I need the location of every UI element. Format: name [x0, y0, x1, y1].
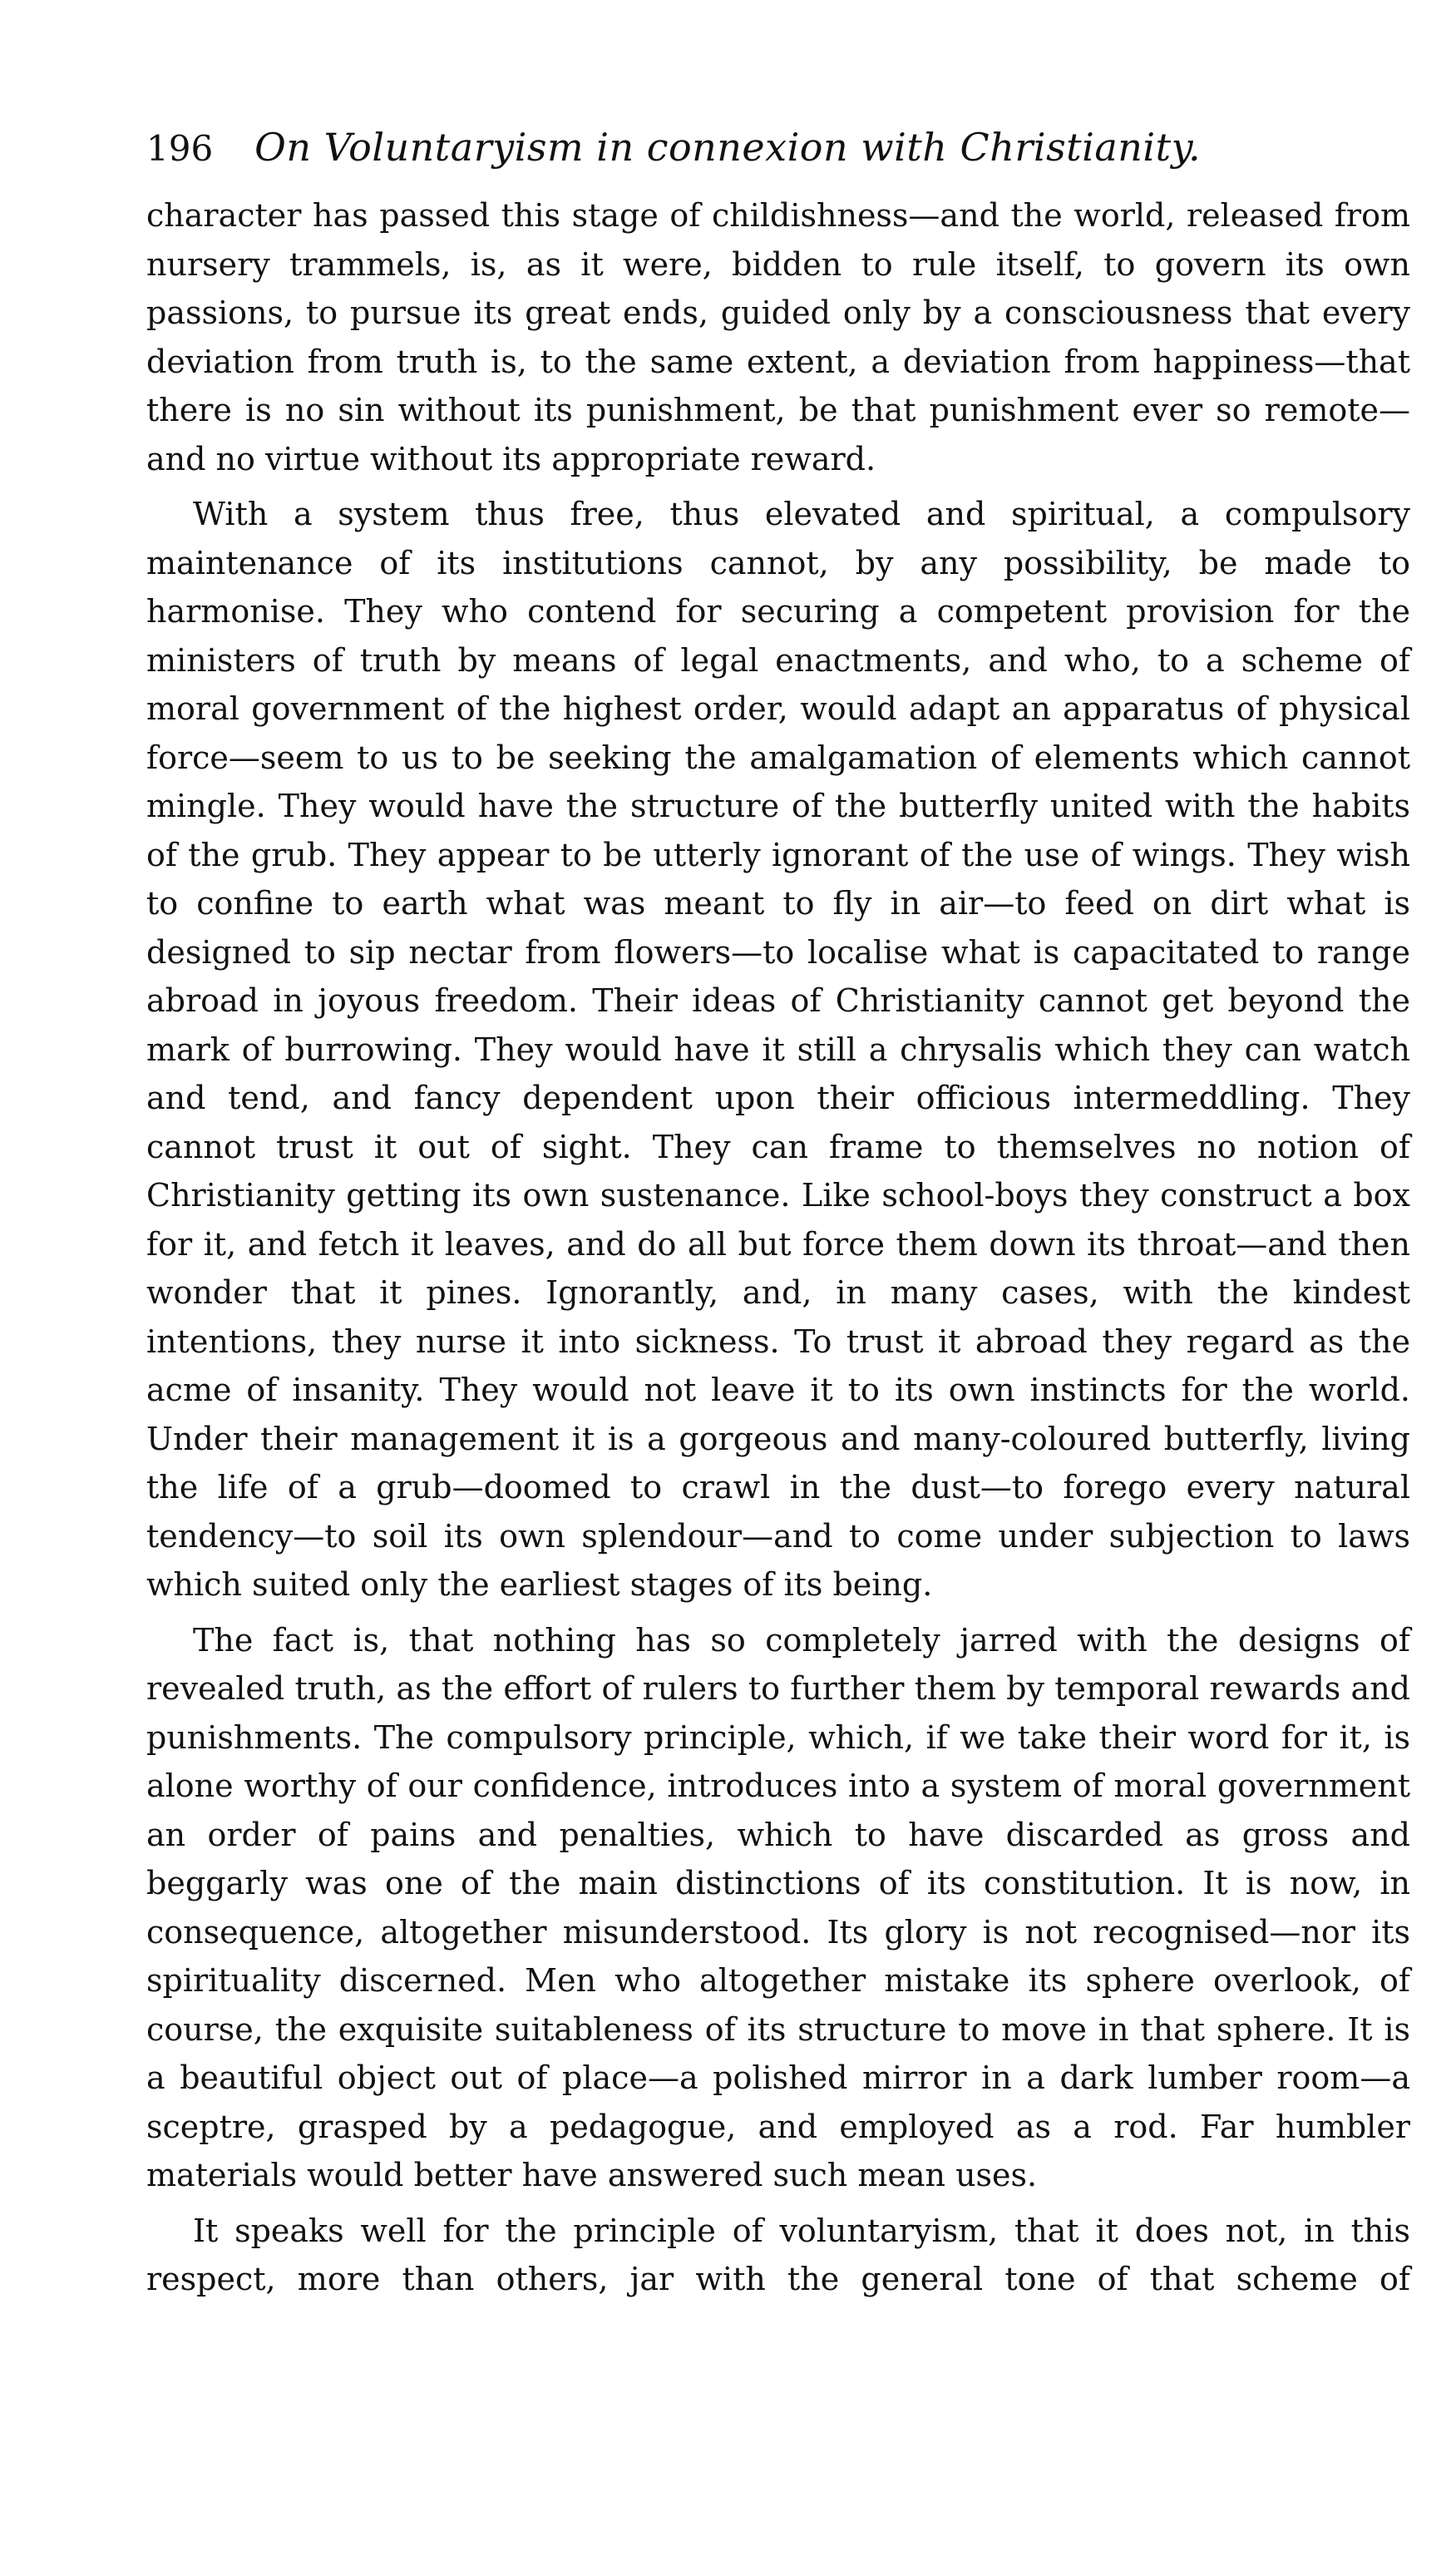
- paragraph-3: The fact is, that nothing has so completely jarred with the designs of revealed truth, as the effort of rulers to further them by temporal rewards and punishments. The compulsory principle, which, if we take their word for it, is alone worthy of our confidence, introduces into a system of moral government an order of pains and penalties, which to have discarded as gross and beggarly was one of the main distinctions of its constitution. It is now, in consequence, altogether misunderstood. Its glory is not recognised—nor its spirituality discerned. Men who altogether mistake its sphere overlook, of course, the exquisite suitableness of its structure to move in that sphere. It is a beautiful object out of place—a polished mirror in a dark lumber room—a sceptre, grasped by a pedagogue, and employed as a rod. Far humbler materials would better have answered such mean uses.: [146, 1621, 1410, 2193]
- body-text: [146, 191, 1410, 2304]
- running-title: On Voluntaryism in connexion with Christianity.: [254, 125, 1202, 170]
- paragraph-4: It speaks well for the principle of voluntaryism, that it does not, in this respect, more than others, jar with the general tone of that scheme of: [146, 2212, 1410, 2297]
- book-page: [146, 125, 1410, 2311]
- paragraph-1: character has passed this stage of childishness—and the world, released from nursery trammels, is, as it were, bidden to rule itself, to govern its own passions, to pursue its great ends, guided only by a consciousness that every deviation from truth is, to the same extent, a deviation from happiness—that there is no sin without its punishment, be that punishment ever so remote—and no virtue without its appropriate reward.: [146, 197, 1410, 477]
- running-head: [146, 125, 1410, 183]
- paragraph-2: With a system thus free, thus elevated and spiritual, a compulsory maintenance of its institutions cannot, by any possibility, be made to harmonise. They who contend for securing a competent provision for the ministers of truth by means of legal enactments, and who, to a scheme of moral government of the highest order, would adapt an apparatus of physical force—seem to us to be seeking the amalgamation of elements which cannot mingle. They would have the structure of the butterfly united with the habits of the grub. They appear to be utterly ignorant of the use of wings. They wish to confine to earth what was meant to fly in air—to feed on dirt what is designed to sip nectar from flowers—to localise what is capacitated to range abroad in joyous freedom. Their ideas of Christianity cannot get beyond the mark of burrowing. They would have it still a chrysalis which they can watch and tend, and fancy dependent upon their officious intermeddling. They cannot trust it out of sight. They can frame to themselves no notion of Christianity getting its own sustenance. Like school-boys they construct a box for it, and fetch it leaves, and do all but force them down its throat—and then wonder that it pines. Ignorantly, and, in many cases, with the kindest intentions, they nurse it into sickness. To trust it abroad they regard as the acme of insanity. They would not leave it to its own instincts for the world. Under their management it is a gorgeous and many-coloured butterfly, living the life of a grub—doomed to crawl in the dust—to forego every natural tendency—to soil its own splendour—and to come under subjection to laws which suited only the earliest stages of its being.: [146, 496, 1410, 1603]
- page-number: 196: [146, 128, 214, 169]
